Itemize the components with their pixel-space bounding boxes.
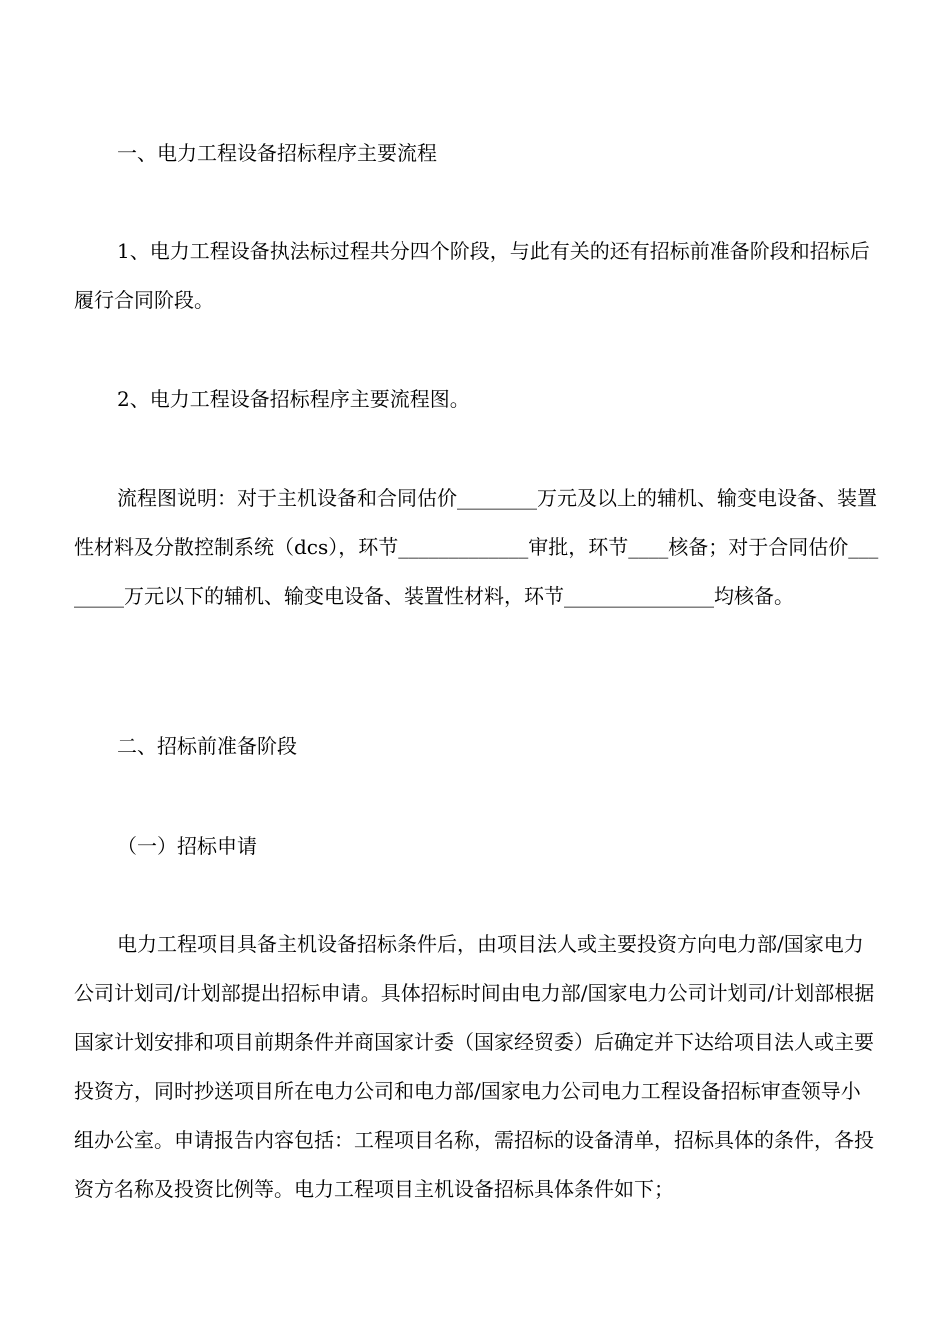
paragraph-4: 电力工程项目具备主机设备招标条件后，由项目法人或主要投资方向电力部/国家电力公司计划司/计划部提出招标申请。具体招标时间由电力部/国家电力公司计划司/计划部根据国家计划安排和项目前期条件并商国家计委（国家经贸委）后确定并下达给项目法人或主要投资方，同时抄送项目所在电力公司和电力部/国家电力公司电力工程设备招标审查领导小组办公室。申请报告内容包括：工程项目名称，需招标的设备清单，招标具体的条件，各投资方名称及投资比例等。电力工程项目主机设备招标具体条件如下；: [74, 932, 875, 1201]
paragraph-3: 流程图说明：对于主机设备和合同估价________万元及以上的辅机、输变电设备、装置性材料及分散控制系统（dcs），环节_____________审批，环节____核备；对于合同估价________万元以下的辅机、输变电设备、装置性材料，环节_______________均核备。: [74, 486, 879, 608]
section-heading-1: 一、电力工程设备招标程序主要流程: [117, 141, 437, 165]
subsection-heading-1: （一）招标申请: [117, 834, 257, 858]
section-heading-2: 二、招标前准备阶段: [117, 734, 297, 758]
paragraph-1: 1、电力工程设备执法标过程共分四个阶段，与此有关的还有招标前准备阶段和招标后履行合同阶段。: [74, 239, 870, 312]
paragraph-2: 2、电力工程设备招标程序主要流程图。: [117, 387, 470, 411]
